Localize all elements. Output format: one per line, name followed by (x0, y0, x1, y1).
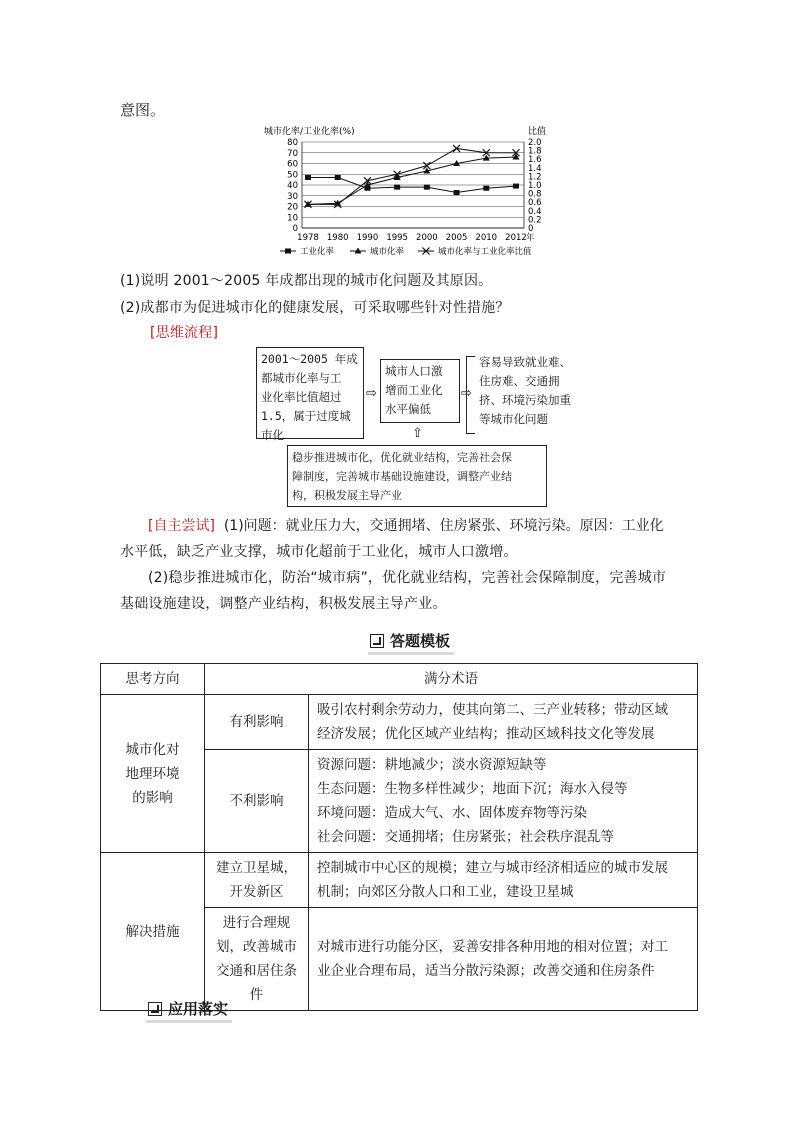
flow-bracket (466, 356, 475, 434)
chart-right-tick-label: 0.6 (528, 198, 542, 209)
corner-arrow-icon (370, 634, 384, 648)
answer-template-title: 答题模板 (390, 632, 451, 650)
chart-x-tick-label: 2000 (416, 233, 438, 243)
self-try-label: [自主尝试] (148, 518, 215, 534)
chart-x-tick-label: 2012 (505, 233, 527, 243)
chart-right-tick-label: 0.4 (528, 206, 542, 217)
sub-favorable: 有利影响 (205, 695, 309, 750)
sub-line: 交通和居住条 (216, 963, 297, 979)
sub-line: 进行合理规 (222, 915, 291, 931)
chart-x-tick-label: 2010 (475, 233, 498, 243)
flow-arrow-up: ⇧ (412, 426, 423, 441)
flow-line: 2001～2005 年成 (261, 352, 358, 366)
chart-left-axis-label: 城市化率/工业化率(%) (264, 127, 355, 137)
chart-data-point (335, 175, 341, 180)
group-impact (101, 695, 205, 853)
apply-heading (148, 998, 228, 1019)
chart-right-ticks (528, 138, 542, 234)
corner-arrow-icon (148, 1002, 162, 1016)
content-line: 生态问题：生物多样性减少；地面下沉；海水入侵等 (317, 781, 628, 797)
flow-box-measures (287, 445, 547, 507)
group-measures: 解决措施 (101, 853, 205, 1011)
content-line: 社会问题：交通拥堵；住房紧张；社会秩序混乱等 (317, 829, 614, 845)
flow-line: 业化率比值超过 (261, 390, 342, 404)
group-impact-line: 城市化对 (125, 741, 180, 758)
answer-1-line-2: 水平低，缺乏产业支撑，城市化超前于工业化，城市人口激增。 (120, 544, 518, 560)
flow-line: 稳步推进城市化，优化就业结构，完善社会保 (292, 451, 512, 464)
flow-line: 1.5，属于过度城 (261, 409, 351, 423)
chart-series (305, 145, 520, 208)
flow-line: 市化 (261, 428, 284, 442)
answer-1-line-1: (1)问题：就业压力大，交通拥堵、住房紧张、环境污染。原因：工业化 (223, 518, 664, 534)
chart-x-tick-label: 1990 (356, 233, 379, 243)
chart-right-tick-label: 0.2 (528, 215, 542, 226)
chart-right-tick-label: 0.8 (528, 189, 542, 200)
chart-right-tick-label: 1.0 (528, 181, 542, 191)
flow-line: 增而工业化 (385, 383, 443, 397)
content-line: 机制；向郊区分散人口和工业，建设卫星城 (317, 884, 574, 900)
chart-legend-label: 城市化率 (370, 247, 405, 257)
chart-left-tick-label: 50 (287, 170, 298, 181)
table-row (101, 853, 698, 908)
answer-2-line-2: 基础设施建设，调整产业结构，积极发展主导产业。 (120, 596, 447, 612)
answer-2-line-1: (2)稳步推进城市化，防治“城市病”，优化就业结构，完善社会保障制度，完善城市 (148, 570, 667, 586)
chart-left-tick-label: 10 (287, 213, 298, 224)
content-line: 控制城市中心区的规模；建立与城市经济相适应的城市发展 (317, 860, 668, 876)
thinking-flow-label: [思维流程] (150, 325, 219, 341)
flow-arrow-2: ⇨ (461, 386, 472, 401)
chart-data-point (305, 175, 311, 180)
table-header-row (101, 664, 698, 695)
content-line: 资源问题：耕地减少；淡水资源短缺等 (317, 757, 547, 773)
chart-x-ticks (297, 232, 535, 243)
question-2: (2)成都市为促进城市化的健康发展，可采取哪些针对性措施？ (120, 300, 510, 316)
apply-title: 应用落实 (168, 1000, 229, 1018)
chart-legend-label: 城市化率与工业化率比值 (438, 247, 532, 257)
flow-line: 都城市化率与工 (261, 371, 342, 385)
chart-right-tick-label: 1.2 (528, 172, 542, 183)
chart-x-tick-label: 1978 (297, 233, 319, 243)
flow-line: 构，积极发展主导产业 (292, 489, 402, 502)
answer-template-table (100, 663, 698, 1011)
sub-satellite-city (205, 853, 309, 908)
chart-right-axis-label: 比值 (528, 127, 547, 137)
intro-text: 意图。 (120, 101, 166, 119)
content-line: 经济发展；优化区域产业结构；推动区域科技文化等发展 (317, 726, 655, 742)
chart-left-tick-label: 0 (292, 224, 298, 234)
chart-left-tick-label: 20 (287, 202, 298, 213)
flow-line: 容易导致就业难、 (479, 355, 571, 369)
content-line: 业企业合理布局，适当分散污染源；改善交通和住房条件 (317, 963, 655, 979)
flow-line: 挤、环境污染加重 (479, 393, 571, 407)
answer-template-heading (370, 630, 450, 651)
chart-left-ticks (287, 138, 298, 234)
question-1: (1)说明 2001～2005 年成都出现的城市化问题及其原因。 (120, 273, 493, 289)
chart-left-tick-label: 70 (287, 148, 298, 159)
self-try-answer-1 (148, 513, 708, 539)
chart-right-tick-label: 1.6 (528, 155, 542, 166)
table-row (101, 695, 698, 750)
chart-right-tick-label: 1.4 (528, 163, 542, 174)
content-line: 对城市进行功能分区，妥善安排各种用地的相对位置；对工 (317, 939, 668, 955)
chart-x-unit-label: 年 (526, 233, 535, 243)
urbanization-chart (262, 124, 562, 262)
chart-left-tick-label: 60 (287, 159, 298, 170)
flow-box-condition (256, 347, 364, 442)
sub-unfavorable: 不利影响 (205, 750, 309, 853)
sub-line: 划，改善城市 (216, 939, 297, 955)
content-line: 环境问题：造成大气、水、固体废弃物等污染 (317, 805, 587, 821)
content-satellite-city (309, 853, 698, 908)
chart-x-tick-label: 2005 (445, 233, 468, 243)
flow-box-problem (475, 351, 577, 433)
flow-line: 障制度，完善城市基础设施建设，调整产业结 (292, 470, 512, 483)
sub-line: 建立卫星城， (216, 860, 297, 876)
chart-right-tick-label: 1.8 (528, 146, 542, 157)
group-impact-line: 地理环境 (125, 765, 180, 782)
chart-data-point (513, 184, 519, 189)
chart-legend (280, 246, 532, 257)
flow-arrow-1: ⇨ (366, 386, 377, 401)
chart-right-tick-label: 2.0 (528, 138, 542, 148)
chart-series-line (308, 157, 516, 204)
flow-line: 城市人口激 (385, 364, 443, 378)
chart-left-tick-label: 30 (287, 191, 298, 202)
chart-data-point (424, 185, 430, 190)
chart-data-point (483, 186, 489, 191)
content-planning (309, 908, 698, 1011)
sub-planning (205, 908, 309, 1011)
content-line: 吸引农村剩余劳动力，使其向第二、三产业转移；带动区域 (317, 702, 668, 718)
chart-x-tick-label: 1980 (326, 233, 349, 243)
chart-left-tick-label: 80 (287, 138, 298, 148)
flow-box-cause (380, 359, 460, 423)
flow-line: 住房难、交通拥 (479, 374, 560, 388)
content-favorable (309, 695, 698, 750)
chart-data-point (394, 185, 400, 190)
chart-gridlines (302, 142, 524, 228)
chart-legend-marker (285, 249, 291, 254)
chart-left-tick-label: 40 (287, 181, 298, 191)
chart-data-point (454, 190, 460, 195)
flow-line: 等城市化问题 (479, 412, 548, 426)
chart-right-tick-label: 0 (528, 224, 534, 234)
header-direction: 思考方向 (101, 664, 205, 695)
chart-legend-label: 工业化率 (300, 247, 335, 257)
header-terms: 满分术语 (205, 664, 698, 695)
flow-line: 水平偏低 (385, 402, 431, 416)
chart-x-tick-label: 1995 (386, 233, 408, 243)
sub-line: 开发新区 (229, 884, 284, 900)
group-impact-line: 的影响 (132, 789, 173, 806)
content-unfavorable (309, 750, 698, 853)
sub-line: 件 (249, 987, 264, 1003)
